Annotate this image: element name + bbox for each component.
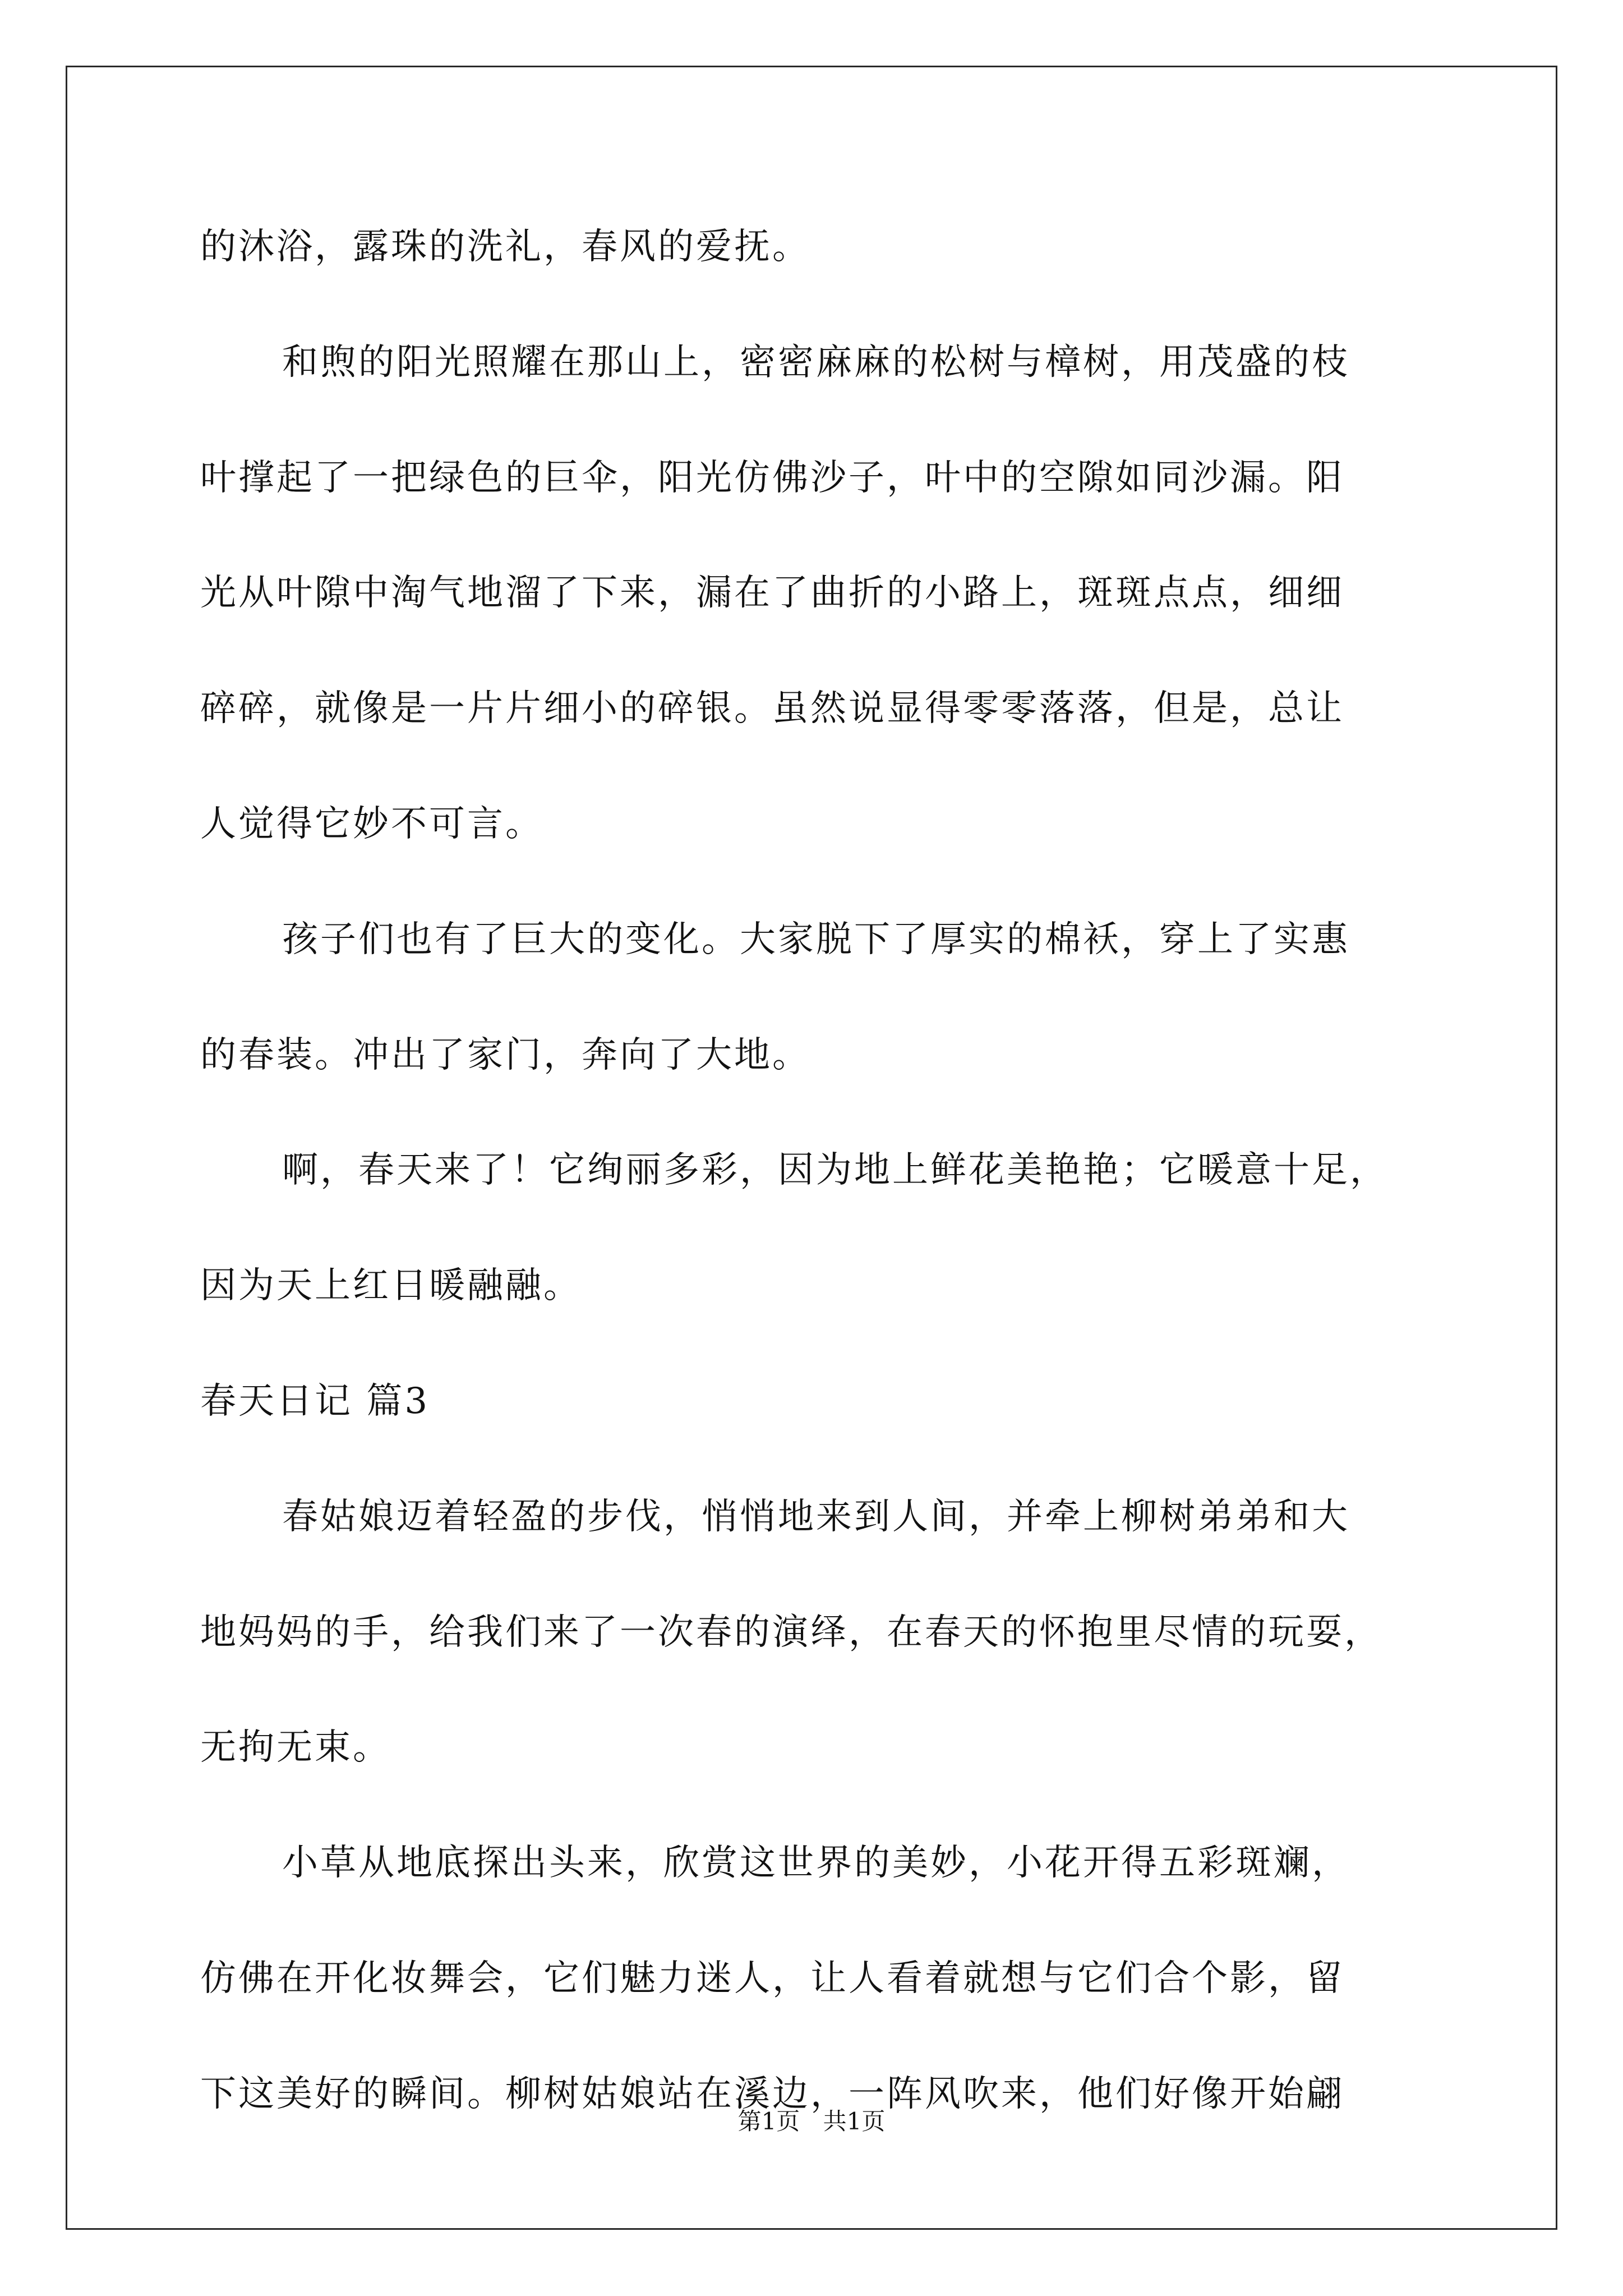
section-heading: 春天日记 篇3 (200, 1381, 430, 1422)
text-line: 下这美好的瞬间。柳树姑娘站在溪边，一阵风吹来，他们好像开始翩 (200, 2073, 1344, 2115)
page-footer (0, 2105, 1623, 2138)
text-line: 碎碎，就像是一片片细小的碎银。虽然说显得零零落落，但是，总让 (200, 688, 1344, 729)
text-line: 人觉得它妙不可言。 (200, 803, 543, 845)
paragraph-start: 孩子们也有了巨大的变化。大家脱下了厚实的棉袄，穿上了实惠 (282, 919, 1350, 960)
text-line: 因为天上红日暖融融。 (200, 1265, 582, 1306)
paragraph-start: 春姑娘迈着轻盈的步伐，悄悄地来到人间，并牵上柳树弟弟和大 (282, 1496, 1350, 1538)
paragraph-start: 小草从地底探出头来，欣赏这世界的美妙，小花开得五彩斑斓， (282, 1842, 1350, 1884)
page-total: 共1页 (823, 2108, 886, 2135)
text-line: 光从叶隙中淘气地溜了下来，漏在了曲折的小路上，斑斑点点，细细 (200, 572, 1344, 614)
text-line: 地妈妈的手，给我们来了一次春的演绎，在春天的怀抱里尽情的玩耍， (200, 1612, 1382, 1653)
text-line: 仿佛在开化妆舞会，它们魅力迷人，让人看着就想与它们合个影，留 (200, 1958, 1344, 1999)
text-line: 的春装。冲出了家门，奔向了大地。 (200, 1034, 810, 1076)
text-line: 无拘无束。 (200, 1727, 391, 1768)
text-line: 叶撑起了一把绿色的巨伞，阳光仿佛沙子，叶中的空隙如同沙漏。阳 (200, 457, 1344, 499)
text-line: 的沐浴，露珠的洗礼，春风的爱抚。 (200, 226, 810, 268)
paragraph-start: 啊，春天来了！它绚丽多彩，因为地上鲜花美艳艳；它暖意十足， (282, 1149, 1388, 1191)
page-number: 第1页 (737, 2108, 800, 2135)
paragraph-start: 和煦的阳光照耀在那山上，密密麻麻的松树与樟树，用茂盛的枝 (282, 342, 1350, 383)
